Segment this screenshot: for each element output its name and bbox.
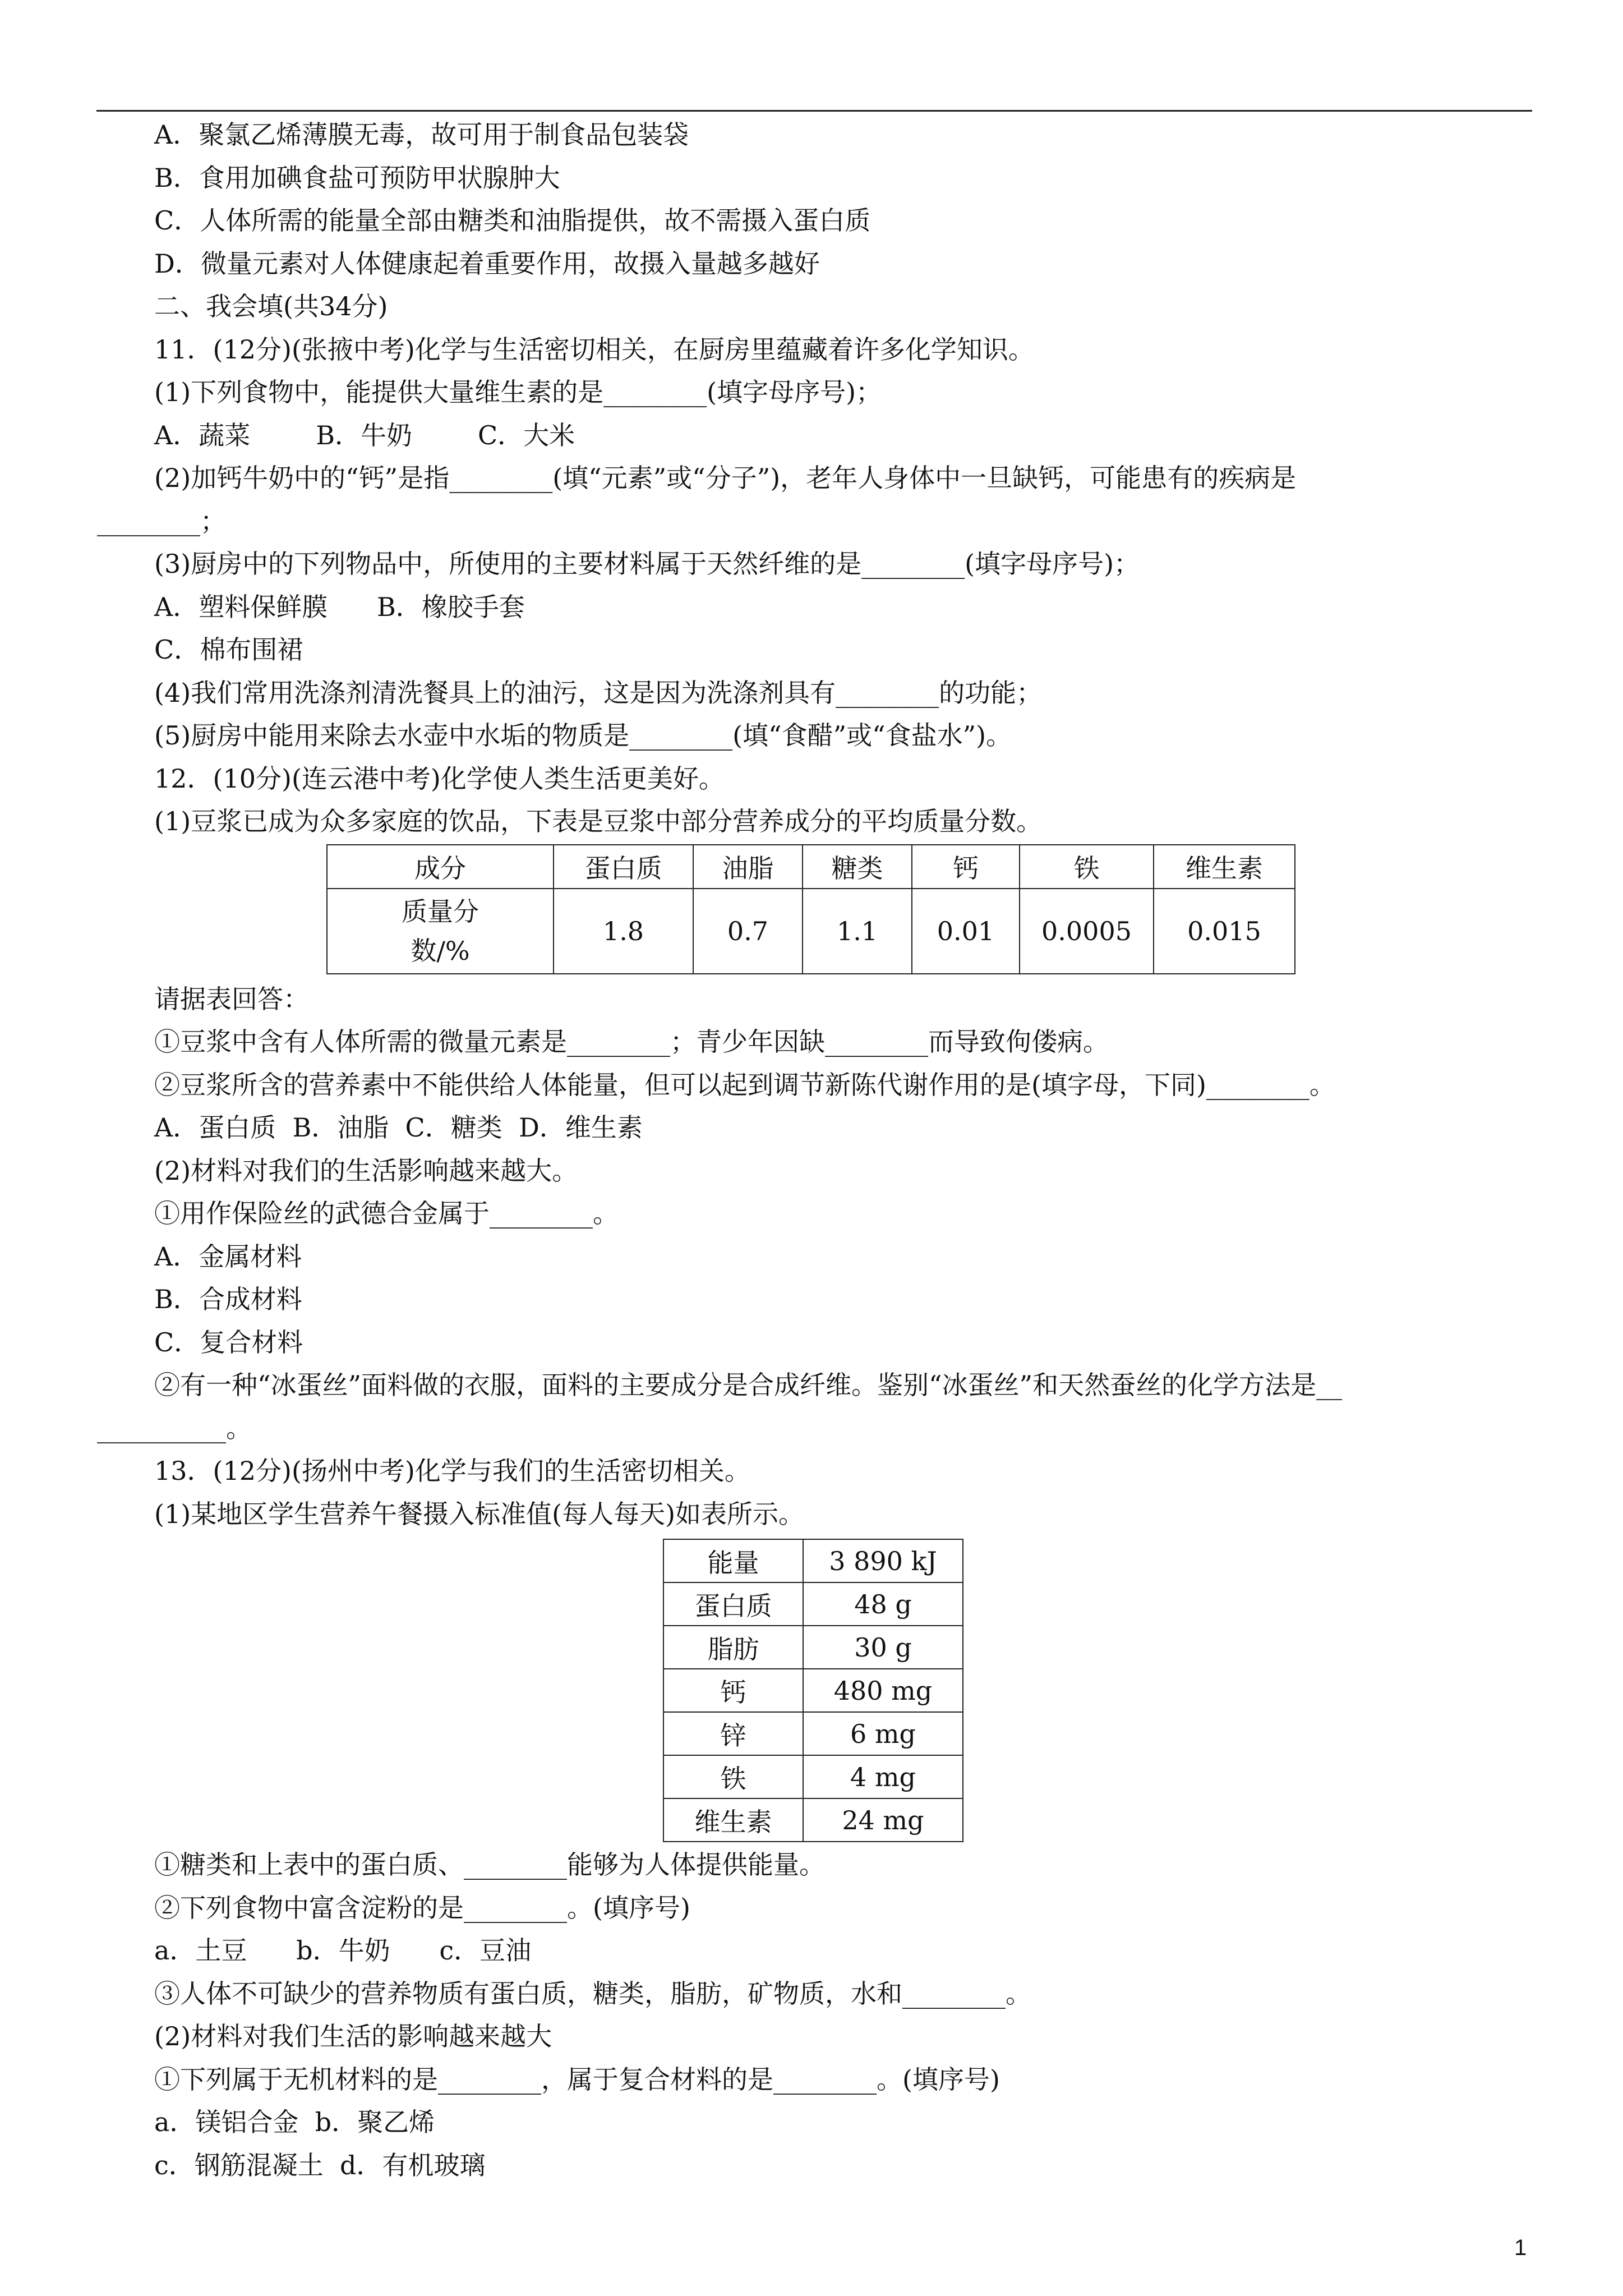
table-cell-label: 锌: [663, 1712, 803, 1755]
option-a-line: A．聚氯乙烯薄膜无毒，故可用于制食品包装袋: [154, 119, 689, 150]
section-heading: 二、我会填(共34分): [154, 291, 388, 321]
q12-part-2: (2)材料对我们的生活影响越来越大。: [154, 1155, 578, 1186]
table-cell-label: 铁: [663, 1755, 803, 1798]
question-13-title: 13．(12分)(扬州中考)化学与我们的生活密切相关。: [154, 1456, 750, 1486]
q13-part-1: (1)某地区学生营养午餐摄入标准值(每人每天)如表所示。: [154, 1498, 805, 1529]
q13-options-ab: a．镁铝合金 b．聚乙烯: [154, 2107, 435, 2137]
q13-sub-3: ③人体不可缺少的营养物质有蛋白质，糖类，脂肪，矿物质，水和________。: [154, 1978, 1031, 2009]
q11-part-3-option-c: C．棉布围裙: [154, 634, 303, 665]
table-cell-label: 能量: [663, 1539, 803, 1582]
row-label-line: 数/%: [411, 935, 470, 966]
q11-part-1-options: A．蔬菜 B．牛奶 C．大米: [154, 420, 575, 450]
table-header-cell: 钙: [912, 845, 1020, 889]
table-header-cell: 油脂: [693, 845, 803, 889]
table-cell-value: 30 g: [803, 1626, 963, 1669]
q11-part-2-continued: ________；: [97, 505, 226, 536]
option-c-line: C．复合材料: [154, 1327, 303, 1358]
q12-sub-1: ①豆浆中含有人体所需的微量元素是________；青少年因缺________而导致佝偻病。: [154, 1027, 1109, 1057]
table-cell-value: 3 890 kJ: [803, 1539, 963, 1582]
q12-sub-2-options: A．蛋白质 B．油脂 C．糖类 D．维生素: [154, 1112, 643, 1143]
table-cell-value: 480 mg: [803, 1669, 963, 1712]
q13-sub-2: ②下列食物中富含淀粉的是________。(填序号): [154, 1892, 690, 1923]
table-cell: 1.1: [803, 889, 912, 974]
q13-part-2: (2)材料对我们生活的影响越来越大: [154, 2021, 552, 2051]
page-number: 1: [1514, 2235, 1527, 2260]
q12-part-2-sub-1: ①用作保险丝的武德合金属于________。: [154, 1198, 619, 1228]
table-header-cell: 糖类: [803, 845, 912, 889]
option-b-line: B．食用加碘食盐可预防甲状腺肿大: [154, 162, 560, 193]
table-cell: 0.7: [693, 889, 803, 974]
option-a-line: A．金属材料: [154, 1241, 302, 1272]
q12-part-2-sub-2-continued: __________。: [97, 1412, 252, 1443]
option-d-line: D．微量元素对人体健康起着重要作用，故摄入量越多越好: [154, 248, 820, 279]
option-b-line: B．合成材料: [154, 1284, 302, 1314]
table-header-cell: 维生素: [1154, 845, 1295, 889]
lunch-standard-table: [663, 1539, 963, 1842]
q11-part-3-options-ab: A．塑料保鲜膜 B．橡胶手套: [154, 591, 525, 622]
table-cell-label: 维生素: [663, 1798, 803, 1842]
table-row-label: [327, 889, 554, 974]
row-label-line: 质量分: [402, 896, 479, 927]
document-body: [97, 113, 1534, 2187]
table-cell-label: 钙: [663, 1669, 803, 1712]
q13-sub-2-options: a．土豆 b．牛奶 c．豆油: [154, 1935, 532, 1966]
q11-part-2: (2)加钙牛奶中的“钙”是指________(填“元素”或“分子”)，老年人身体中一旦缺钙，可能患有的疾病是: [154, 463, 1297, 493]
q11-part-4: (4)我们常用洗涤剂清洗餐具上的油污，这是因为洗涤剂具有________的功能；: [154, 677, 1043, 708]
table-cell-label: 蛋白质: [663, 1582, 803, 1626]
table-cell-label: 脂肪: [663, 1626, 803, 1669]
q13-options-cd: c．钢筋混凝土 d．有机玻璃: [154, 2150, 486, 2180]
header-rule: [96, 110, 1532, 112]
table-cell-value: 6 mg: [803, 1712, 963, 1755]
q11-part-1: (1)下列食物中，能提供大量维生素的是________(填字母序号)；: [154, 377, 882, 407]
q12-instruction: 请据表回答：: [154, 983, 309, 1014]
q12-part-1: (1)豆浆已成为众多家庭的饮品，下表是豆浆中部分营养成分的平均质量分数。: [154, 806, 1043, 836]
question-11-title: 11．(12分)(张掖中考)化学与生活密切相关，在厨房里蕴藏着许多化学知识。: [154, 334, 1034, 365]
table-cell: 1.8: [554, 889, 693, 974]
table-cell: 0.0005: [1020, 889, 1154, 974]
table-cell-value: 4 mg: [803, 1755, 963, 1798]
table-cell: 0.01: [912, 889, 1020, 974]
table-cell-value: 24 mg: [803, 1798, 963, 1842]
q12-sub-2: ②豆浆所含的营养素中不能供给人体能量，但可以起到调节新陈代谢作用的是(填字母，下同)________。: [154, 1069, 1335, 1100]
table-cell: 0.015: [1154, 889, 1295, 974]
q13-sub-1: ①糖类和上表中的蛋白质、________能够为人体提供能量。: [154, 1849, 825, 1880]
q11-part-3: (3)厨房中的下列物品中，所使用的主要材料属于天然纤维的是________(填字母序号)；: [154, 549, 1140, 579]
q13-part-2-sub-1: ①下列属于无机材料的是________，属于复合材料的是________。(填序号): [154, 2064, 1000, 2095]
q11-part-5: (5)厨房中能用来除去水壶中水垢的物质是________(填“食醋”或“食盐水”)。: [154, 720, 1012, 751]
soymilk-nutrition-table: [326, 844, 1295, 974]
table-header-cell: 铁: [1020, 845, 1154, 889]
table-header-cell: 成分: [327, 845, 554, 889]
option-c-line: C．人体所需的能量全部由糖类和油脂提供，故不需摄入蛋白质: [154, 205, 871, 236]
q12-part-2-sub-2: ②有一种“冰蛋丝”面料做的衣服，面料的主要成分是合成纤维。鉴别“冰蛋丝”和天然蚕丝的化学方法是__: [154, 1370, 1343, 1400]
table-header-cell: 蛋白质: [554, 845, 693, 889]
table-cell-value: 48 g: [803, 1582, 963, 1626]
question-12-title: 12．(10分)(连云港中考)化学使人类生活更美好。: [154, 763, 725, 794]
